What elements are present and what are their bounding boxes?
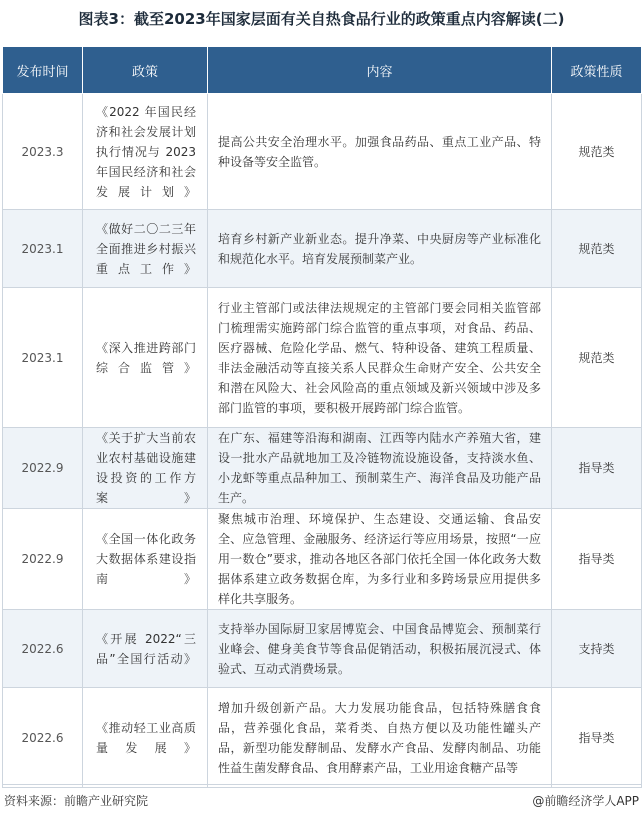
policy-text: 《做好二〇二三年全面推进乡村振兴重点工作》 — [96, 221, 196, 276]
cell-nature: 规范类 — [552, 94, 642, 210]
table-row — [3, 688, 642, 788]
cell-content: 支持举办国际厨卫家居博览会、中国食品博览会、预制菜行业峰会、健身美食节等食品促销活动，积极拓展沉浸式、体验式、互动式消费场景。 — [208, 610, 552, 688]
cell-nature: 指导类 — [552, 509, 642, 610]
source-note: 资料来源：前瞻产业研究院 — [4, 794, 149, 808]
cell-content: 聚焦城市治理、环境保护、生态建设、交通运输、食品安全、应急管理、金融服务、经济运行等应用场景，按照“一应用一数仓”要求，推动各地区各部门依托全国一体化政务大数据体系建立政务数据仓库，为多行业和多跨场景应用提供多样化共享服务。 — [208, 509, 552, 610]
table-header-row — [3, 47, 642, 94]
brand-label: @前瞻经济学人APP — [532, 794, 639, 808]
cell-policy — [83, 509, 208, 610]
table-row — [3, 428, 642, 509]
header-nature: 政策性质 — [552, 47, 642, 94]
cell-nature: 指导类 — [552, 688, 642, 788]
policy-text: 《2022 年国民经济和社会发展计划执行情况与 2023 年国民经济和社会发展计划》 — [96, 104, 196, 199]
cell-content: 行业主管部门或法律法规规定的主管部门要会同相关监管部门梳理需实施跨部门综合监管的重点事项，对食品、药品、医疗器械、危险化学品、燃气、特种设备、建筑工程质量、非法金融活动等直接关系人民群众生命财产安全、公共安全和潜在风险大、社会风险高的重点领域及新兴领域中涉及多部门监管的事项，要积极开展跨部门综合监管。 — [208, 288, 552, 428]
cell-content: 在广东、福建等沿海和湖南、江西等内陆水产养殖大省，建设一批水产品就地加工及冷链物流设施设备，支持淡水鱼、小龙虾等重点品种加工、预制菜生产、海洋食品及功能产品生产。 — [208, 428, 552, 509]
table-row — [3, 210, 642, 288]
cell-nature: 规范类 — [552, 210, 642, 288]
header-date: 发布时间 — [3, 47, 83, 94]
cell-content: 培育乡村新产业新业态。提升净菜、中央厨房等产业标准化和规范化水平。培育发展预制菜产业。 — [208, 210, 552, 288]
cell-date: 2023.3 — [3, 94, 83, 210]
table-row — [3, 288, 642, 428]
cell-content: 提高公共安全治理水平。加强食品药品、重点工业产品、特种设备等安全监管。 — [208, 94, 552, 210]
cell-date: 2022.9 — [3, 509, 83, 610]
cell-policy — [83, 288, 208, 428]
cell-policy — [83, 210, 208, 288]
cell-nature: 指导类 — [552, 428, 642, 509]
header-content: 内容 — [208, 47, 552, 94]
cell-nature: 规范类 — [552, 288, 642, 428]
cell-policy — [83, 94, 208, 210]
cell-content: 增加升级创新产品。大力发展功能食品，包括特殊膳食食品，营养强化食品，菜肴类、自热方便以及功能性罐头产品，新型功能发酵制品、发酵水产食品、发酵肉制品、功能性益生菌发酵食品、食用酵素产品，工业用途食糖产品等 — [208, 688, 552, 788]
chart-title: 图表3：截至2023年国家层面有关自热食品行业的政策重点内容解读(二) — [78, 10, 565, 28]
cell-nature: 支持类 — [552, 610, 642, 688]
policy-text: 《开展 2022“三品”全国行活动》 — [96, 631, 196, 666]
policy-table — [2, 46, 642, 788]
table-row — [3, 509, 642, 610]
cell-date: 2022.6 — [3, 610, 83, 688]
footer-divider — [2, 784, 641, 785]
policy-text: 《深入推进跨部门综合监管》 — [96, 340, 196, 375]
cell-policy — [83, 610, 208, 688]
header-policy: 政策 — [83, 47, 208, 94]
cell-date: 2023.1 — [3, 288, 83, 428]
cell-policy — [83, 428, 208, 509]
cell-date: 2022.6 — [3, 688, 83, 788]
table-row — [3, 94, 642, 210]
cell-date: 2022.9 — [3, 428, 83, 509]
cell-date: 2023.1 — [3, 210, 83, 288]
table-row — [3, 610, 642, 688]
policy-text: 《推动轻工业高质量发展》 — [96, 720, 196, 755]
policy-text: 《全国一体化政务大数据体系建设指南》 — [96, 532, 196, 586]
cell-policy — [83, 688, 208, 788]
policy-text: 《关于扩大当前农业农村基础设施建设投资的工作方案》 — [96, 431, 196, 505]
